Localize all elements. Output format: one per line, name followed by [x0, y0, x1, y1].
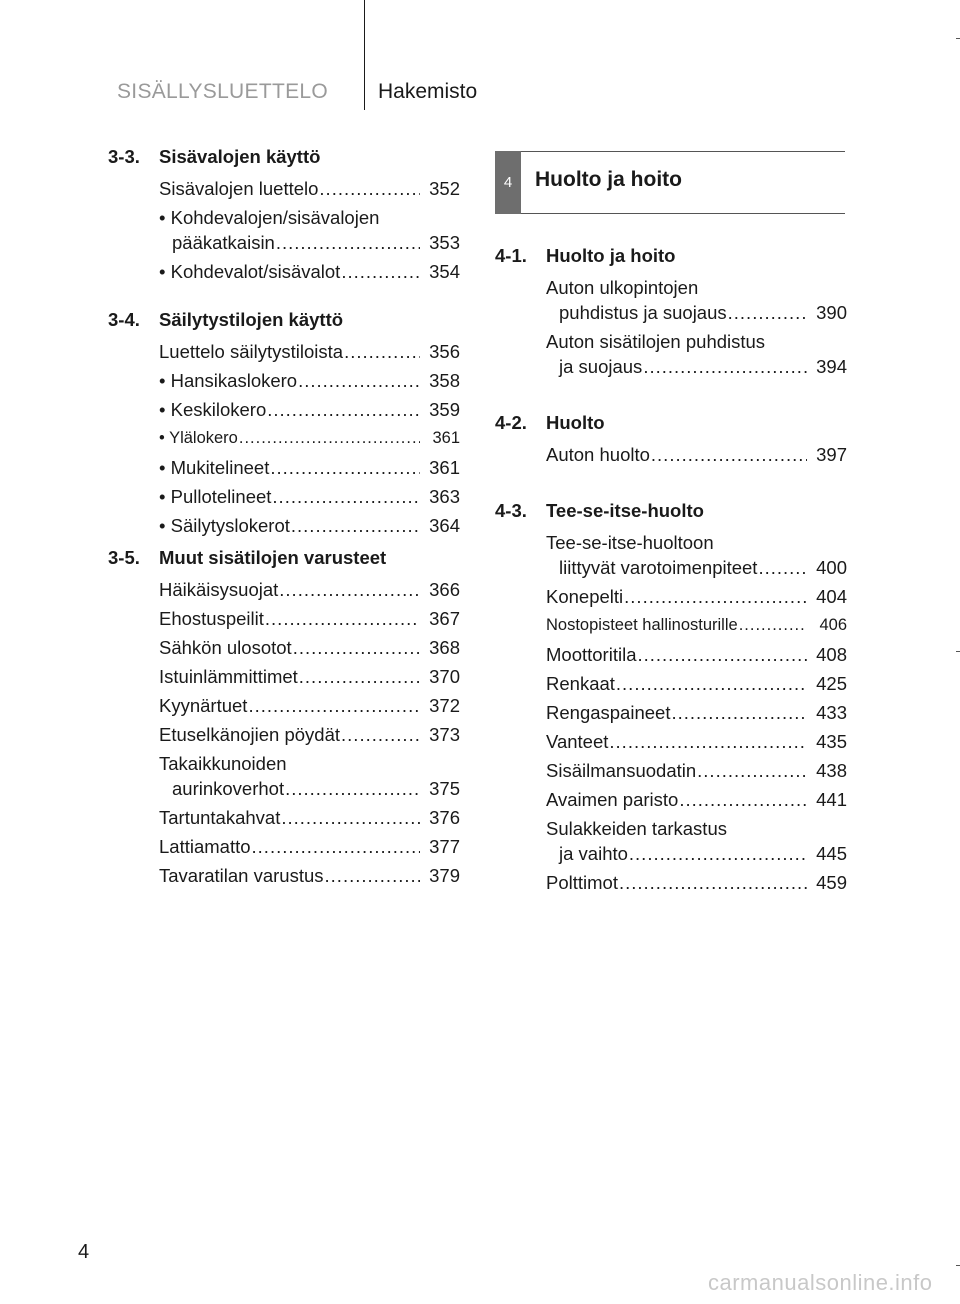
toc-entry[interactable]: • Keskilokero ..... 359 — [108, 397, 460, 422]
page-number: 4 — [78, 1241, 90, 1263]
section-3-3 — [108, 146, 460, 288]
toc-entry[interactable]: Nostopisteet hallinosturille ..... 406 — [495, 613, 847, 638]
crop-mark — [956, 1265, 960, 1266]
section-title: Tee-se-itse-huolto — [546, 500, 704, 521]
chapter-top-rule — [521, 151, 845, 152]
toc-entry[interactable]: Auton huolto ..... 397 — [495, 442, 847, 467]
section-number: 3-3. — [108, 146, 140, 167]
toc-entry[interactable]: Tartuntakahvat ..... 376 — [108, 805, 460, 830]
toc-entry[interactable]: Konepelti ..... 404 — [495, 584, 847, 609]
toc-entry[interactable]: Tavaratilan varustus ..... 379 — [108, 863, 460, 888]
chapter-title: Huolto ja hoito — [535, 168, 682, 191]
toc-entry[interactable]: • Kohdevalot/sisävalot ..... 354 — [108, 259, 460, 284]
toc-entry[interactable]: Istuinlämmittimet ..... 370 — [108, 664, 460, 689]
toc-entry[interactable]: Auton ulkopintojen puhdistus ja suojaus ..... 390 — [495, 275, 847, 325]
section-4-1 — [495, 245, 847, 383]
section-number: 3-4. — [108, 309, 140, 330]
toc-entry[interactable]: Lattiamatto ..... 377 — [108, 834, 460, 859]
toc-entry[interactable]: Häikäisysuojat ..... 366 — [108, 577, 460, 602]
toc-entry[interactable]: Moottoritila ..... 408 — [495, 642, 847, 667]
toc-entry[interactable]: • Pullotelineet ..... 363 — [108, 484, 460, 509]
toc-entry[interactable]: Luettelo säilytystiloista ..... 356 — [108, 339, 460, 364]
toc-entry[interactable]: Kyynärtuet ..... 372 — [108, 693, 460, 718]
section-number: 3-5. — [108, 547, 140, 568]
section-3-4 — [108, 309, 460, 542]
toc-entry[interactable]: • Hansikaslokero ..... 358 — [108, 368, 460, 393]
watermark: carmanualsonline.info — [708, 1270, 933, 1295]
toc-entry[interactable]: Sulakkeiden tarkastus ja vaihto ..... 445 — [495, 816, 847, 866]
chapter-heading — [495, 151, 845, 214]
section-title: Sisävalojen käyttö — [159, 146, 321, 167]
section-title: Muut sisätilojen varusteet — [159, 547, 387, 568]
section-3-5 — [108, 547, 460, 892]
chapter-bottom-rule — [521, 213, 845, 214]
toc-entry[interactable]: Takaikkunoiden aurinkoverhot ..... 375 — [108, 751, 460, 801]
crop-mark — [956, 651, 960, 652]
section-number: 4-3. — [495, 500, 527, 521]
section-number: 4-2. — [495, 412, 527, 433]
toc-entry[interactable]: Polttimot ..... 459 — [495, 870, 847, 895]
toc-entry[interactable]: Rengaspaineet ..... 433 — [495, 700, 847, 725]
section-4-2 — [495, 412, 847, 471]
index-tab[interactable]: Hakemisto — [378, 80, 478, 103]
section-number: 4-1. — [495, 245, 527, 266]
toc-entry[interactable]: • Ylälokero ..... 361 — [108, 426, 460, 451]
toc-entry[interactable]: Avaimen paristo ..... 441 — [495, 787, 847, 812]
toc-entry[interactable]: • Säilytyslokerot ..... 364 — [108, 513, 460, 538]
section-title: Huolto — [546, 412, 605, 433]
toc-entry[interactable]: Sisävalojen luettelo ..... 352 — [108, 176, 460, 201]
toc-entry[interactable]: Etuselkänojien pöydät ..... 373 — [108, 722, 460, 747]
section-4-3 — [495, 500, 847, 899]
section-title: Huolto ja hoito — [546, 245, 676, 266]
toc-entry[interactable]: Ehostuspeilit ..... 367 — [108, 606, 460, 631]
toc-entry[interactable]: Auton sisätilojen puhdistus ja suojaus ..... 394 — [495, 329, 847, 379]
toc-entry[interactable]: Sähkön ulosotot ..... 368 — [108, 635, 460, 660]
toc-entry[interactable]: • Kohdevalojen/sisävalojen pääkatkaisin ..... 353 — [108, 205, 460, 255]
toc-entry[interactable]: Renkaat ..... 425 — [495, 671, 847, 696]
section-title: Säilytystilojen käyttö — [159, 309, 344, 330]
toc-entry[interactable]: • Mukitelineet ..... 361 — [108, 455, 460, 480]
chapter-number-tab: 4 — [495, 151, 521, 214]
crop-mark — [956, 38, 960, 39]
toc-entry[interactable]: Vanteet ..... 435 — [495, 729, 847, 754]
contents-tab[interactable]: SISÄLLYSLUETTELO — [117, 80, 328, 103]
toc-entry[interactable]: Sisäilmansuodatin ..... 438 — [495, 758, 847, 783]
header-divider — [364, 0, 365, 110]
toc-entry[interactable]: Tee-se-itse-huoltoon liittyvät varotoimenpiteet ..... 400 — [495, 530, 847, 580]
